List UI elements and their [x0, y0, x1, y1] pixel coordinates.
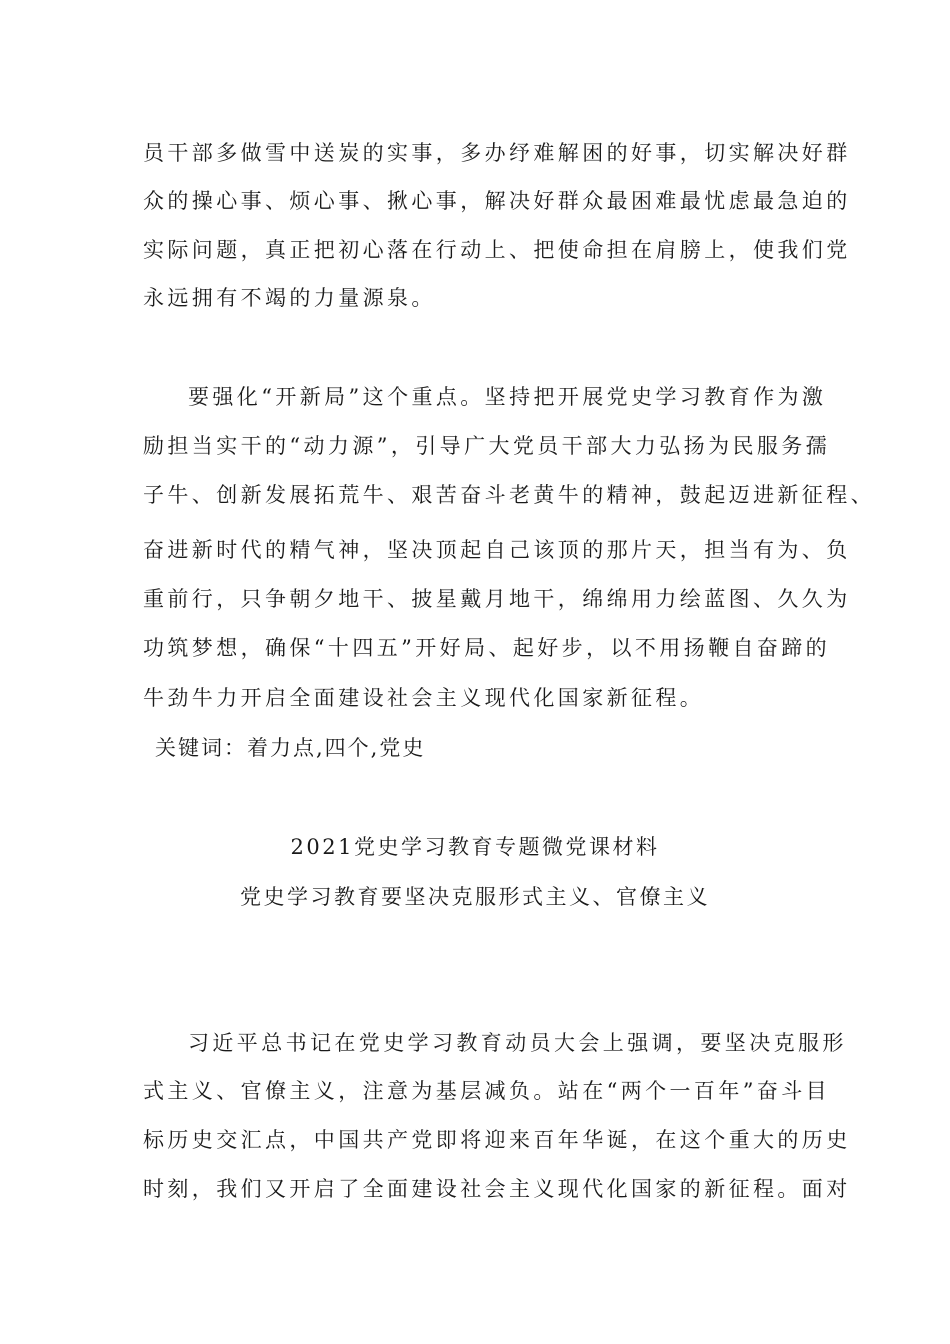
document-title: 2021党史学习教育专题微党课材料	[290, 835, 660, 859]
text-line: 牛劲牛力开启全面建设社会主义现代化国家新征程。	[143, 686, 705, 710]
text-line: 重前行，只争朝夕地干、披星戴月地干，绵绵用力绘蓝图、久久为	[143, 587, 851, 611]
text-line: 永远拥有不竭的力量源泉。	[143, 286, 436, 310]
text-line: 要强化“开新局”这个重点。坚持把开展党史学习教育作为激	[188, 385, 827, 409]
text-line: 时刻，我们又开启了全面建设社会主义现代化国家的新征程。面对	[143, 1177, 851, 1201]
text-line: 众的操心事、烦心事、揪心事，解决好群众最困难最忧虑最急迫的	[143, 189, 851, 213]
text-line: 励担当实干的“动力源”，引导广大党员干部大力弘扬为民服务孺	[143, 434, 831, 458]
text-line: 功筑梦想，确保“十四五”开好局、起好步，以不用扬鞭自奋蹄的	[143, 636, 831, 660]
text-line: 奋进新时代的精气神，坚决顶起自己该顶的那片天，担当有为、负	[143, 538, 851, 562]
text-line: 式主义、官僚主义，注意为基层减负。站在“两个一百年”奋斗目	[143, 1079, 831, 1103]
keywords-line: 关键词：着力点,四个,党史	[155, 736, 426, 760]
text-line: 员干部多做雪中送炭的实事，多办纾难解困的好事，切实解决好群	[143, 141, 851, 165]
document-subtitle: 党史学习教育要坚决克服形式主义、官僚主义	[240, 885, 710, 909]
text-line: 习近平总书记在党史学习教育动员大会上强调，要坚决克服形	[188, 1031, 847, 1055]
text-line: 子牛、创新发展拓荒牛、艰苦奋斗老黄牛的精神，鼓起迈进新征程、	[143, 483, 875, 507]
text-line: 实际问题，真正把初心落在行动上、把使命担在肩膀上，使我们党	[143, 238, 851, 262]
text-line: 标历史交汇点，中国共产党即将迎来百年华诞，在这个重大的历史	[143, 1128, 851, 1152]
